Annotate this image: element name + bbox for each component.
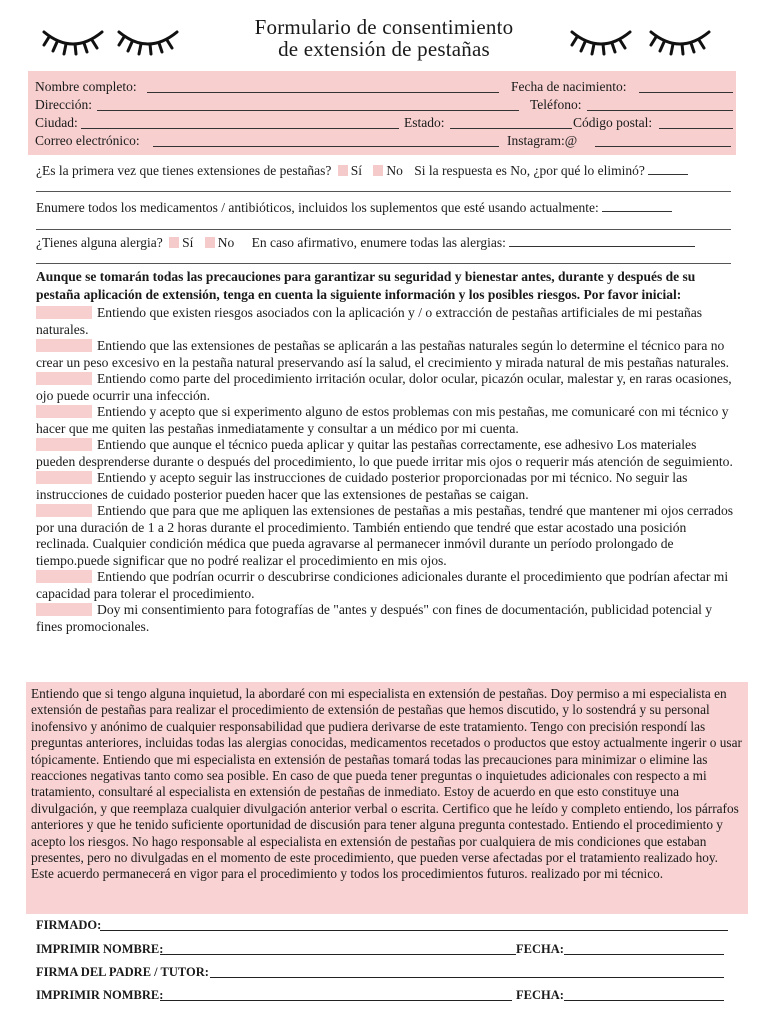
consent-item-text: Entiendo que aunque el técnico pueda aplicar y quitar las pestañas correctamente, ese adhesivo Los materiales pueden desprenderse durante o después del procedimiento, lo que puede irritar mis ojos o requerir más atención de seguimiento.: [36, 437, 733, 469]
eyelash-icon: [568, 22, 634, 56]
first-time-no-checkbox[interactable]: [373, 165, 383, 176]
address-label: Dirección:: [35, 97, 92, 112]
address-field[interactable]: [97, 110, 519, 111]
removed-reason-field[interactable]: [648, 162, 688, 175]
print-name-field[interactable]: [160, 954, 516, 955]
email-label: Correo electrónico:: [35, 133, 140, 148]
initial-field[interactable]: [36, 405, 92, 418]
city-field[interactable]: [81, 128, 399, 129]
full-name-label: Nombre completo:: [35, 79, 137, 94]
agreement-text: Entiendo que si tengo alguna inquietud, la abordaré con mi especialista en extensión de pestañas. Doy permiso a mi especialista en extensión de pestañas para realizar el procedimiento de extensión de pestañas que hemos discutido, y lo sostendrá y su personal inofensivo y anónimo de cualquier responsabilidad que pudiera derivarse de este tratamiento. Tengo con precisión respondí las preguntas anteriores, incluidas todas las alergias conocidas, medicamentos recetados o productos que estoy actualmente ingerir o usar tópicamente. Entiendo que mi especialista en extensión de pestañas tomará todas las precauciones para minimizar o elimine las reacciones negativas tanto como sea posible. En caso de que pueda tener preguntas o inquietudes adicionales con respecto a mi tratamiento, consultaré al especialista en extensión de pestañas de inmediato. Estoy de acuerdo en que esto constituye una divulgación, y que reemplaza cualquier divulgación anterior verbal o escrita. Certifico que he leído y completo entiendo, los párrafos anteriores y que he tenido suficiente oportunidad de discusión para tener alguna pregunta contestado. Entiendo el procedimiento y acepto los riesgos. No hago responsable al especialista en extensión de pestañas por cualquiera de mis condiciones que estaban presentes, pero no divulgadas en el momento de este procedimiento, que pueden verse afectadas por el tratamiento realizado hoy. Este acuerdo permanecerá en vigor para el procedimiento y todos los procedimientos futuros. realizado por mi técnico.: [31, 686, 742, 882]
info-row-address: [35, 96, 730, 114]
initial-field[interactable]: [36, 438, 92, 451]
print-name-row: [36, 940, 736, 958]
initial-field[interactable]: [36, 339, 92, 352]
agreement-section: [26, 682, 748, 914]
consent-item: [36, 503, 736, 569]
initial-field[interactable]: [36, 372, 92, 385]
state-label: Estado:: [404, 115, 445, 130]
medications-question: [36, 199, 736, 217]
consent-item-text: Entiendo como parte del procedimiento irritación ocular, dolor ocular, picazón ocular, malestar y, en raras ocasiones, ojo puede ocurrir una infección.: [36, 371, 732, 403]
first-time-yes-checkbox[interactable]: [338, 165, 348, 176]
title-line-1: Formulario de consentimiento: [254, 15, 514, 39]
birth-date-field[interactable]: [639, 92, 733, 93]
consent-item: [36, 305, 736, 338]
initial-field[interactable]: [36, 471, 92, 484]
guardian-signature-field[interactable]: [210, 977, 724, 978]
date-label-2: FECHA:: [516, 988, 564, 1002]
consent-item: [36, 470, 736, 503]
print-name-field-2[interactable]: [160, 1000, 512, 1001]
initial-field[interactable]: [36, 570, 92, 583]
signed-row: [36, 916, 736, 934]
state-field[interactable]: [450, 128, 572, 129]
consent-item-text: Entiendo que podrían ocurrir o descubrirse condiciones adicionales durante el procedimiento que podrían afectar mi capacidad para tolerar el procedimiento.: [36, 569, 729, 601]
consent-item: [36, 404, 736, 437]
guardian-row: [36, 963, 736, 981]
header: [0, 0, 768, 70]
removed-reason-line[interactable]: [36, 191, 731, 192]
eyelash-icon: [647, 22, 713, 56]
allergy-list-label: En caso afirmativo, enumere todas las alergias:: [251, 235, 506, 250]
date-label: FECHA:: [516, 942, 564, 956]
consent-item: [36, 371, 736, 404]
phone-label: Teléfono:: [530, 97, 582, 112]
medications-field[interactable]: [602, 199, 672, 212]
consent-item-text: Entiendo que para que me apliquen las extensiones de pestañas a mis pestañas, tendré que mantener mi ojos cerrados por una duración de 1 a 2 horas durante el procedimiento. También entiendo que tendré que estar acostado una posición reclinada. Cualquier condición médica que pueda agravarse al permanecer inmóvil durante un período prolongado de tiempo.puede significar que no podré realizar el procedimiento en mis ojos.: [36, 503, 734, 568]
date-field[interactable]: [564, 954, 724, 955]
allergy-label: ¿Tienes alguna alergia?: [36, 235, 163, 250]
initial-field[interactable]: [36, 306, 92, 319]
guardian-label: FIRMA DEL PADRE / TUTOR:: [36, 965, 209, 979]
date-field-2[interactable]: [564, 1000, 724, 1001]
first-time-no-label: No: [386, 163, 403, 178]
allergy-no-label: No: [217, 235, 235, 250]
consent-item: [36, 437, 736, 470]
allergy-question: [36, 234, 736, 252]
allergy-list-field[interactable]: [509, 234, 695, 247]
consent-item: [36, 569, 736, 602]
risk-intro: Aunque se tomarán todas las precauciones para garantizar su seguridad y bienestar antes, durante y después de su pestaña aplicación de extensión, tenga en cuenta la siguiente información y los posibles riesgos. Por favor inicial:: [36, 269, 696, 302]
consent-item-text: Entiendo que existen riesgos asociados con la aplicación y / o extracción de pestañas artificiales de mi pestañas naturales.: [36, 305, 703, 337]
zip-label: Código postal:: [573, 115, 653, 130]
personal-info-section: [28, 71, 736, 155]
medications-label: Enumere todos los medicamentos / antibióticos, incluidos los suplementos que esté usando actualmente:: [36, 200, 599, 215]
consent-item: [36, 602, 736, 635]
removed-reason-label: Si la respuesta es No, ¿por qué lo eliminó?: [414, 163, 645, 178]
instagram-label: Instagram:@: [507, 133, 578, 148]
consent-item-text: Doy mi consentimiento para fotografías de "antes y después" con fines de documentación, publicidad potencial y fines promocionales.: [36, 602, 713, 634]
consent-item-text: Entiendo y acepto que si experimento alguno de estos problemas con mis pestañas, me comunicaré con mi técnico y hacer que me quiten las pestañas inmediatamente y consultar a un médico por mi cuenta.: [36, 404, 729, 436]
initial-field[interactable]: [36, 504, 92, 517]
full-name-field[interactable]: [147, 92, 499, 93]
consent-items: [36, 305, 736, 635]
zip-field[interactable]: [659, 128, 733, 129]
email-field[interactable]: [153, 146, 499, 147]
print-name-label-2: IMPRIMIR NOMBRE:: [36, 988, 164, 1002]
allergy-yes-checkbox[interactable]: [169, 237, 179, 248]
medications-line[interactable]: [36, 229, 731, 230]
city-label: Ciudad:: [35, 115, 78, 130]
signature-field[interactable]: [100, 930, 728, 931]
print-name-label: IMPRIMIR NOMBRE:: [36, 942, 164, 956]
instagram-field[interactable]: [595, 146, 731, 147]
consent-item-text: Entiendo que las extensiones de pestañas se aplicarán a las pestañas naturales según lo determine el técnico para no crear un peso excesivo en la pestaña natural preservando así la salud, el crecimiento y mirada natural de mis pestañas naturales.: [36, 338, 730, 370]
allergy-no-checkbox[interactable]: [205, 237, 215, 248]
initial-field[interactable]: [36, 603, 92, 616]
first-time-label: ¿Es la primera vez que tienes extensiones de pestañas?: [36, 163, 332, 178]
phone-field[interactable]: [587, 110, 733, 111]
consent-item: [36, 338, 736, 371]
first-time-yes-label: Sí: [350, 163, 363, 178]
consent-item-text: Entiendo y acepto seguir las instrucciones de cuidado posterior proporcionadas por mi técnico. No seguir las instrucciones de cuidado posterior pueden hacer que las extensiones de pestañas se caigan.: [36, 470, 688, 502]
title-line-2: de extensión de pestañas: [278, 37, 490, 61]
info-row-email: [35, 132, 730, 150]
info-row-city: [35, 114, 730, 132]
signed-label: FIRMADO:: [36, 918, 102, 932]
print-name-row-2: [36, 986, 736, 1004]
first-time-question: [36, 162, 736, 180]
allergy-yes-label: Sí: [182, 235, 194, 250]
info-row-name: [35, 78, 730, 96]
birth-date-label: Fecha de nacimiento:: [511, 79, 627, 94]
allergy-line[interactable]: [36, 263, 731, 264]
